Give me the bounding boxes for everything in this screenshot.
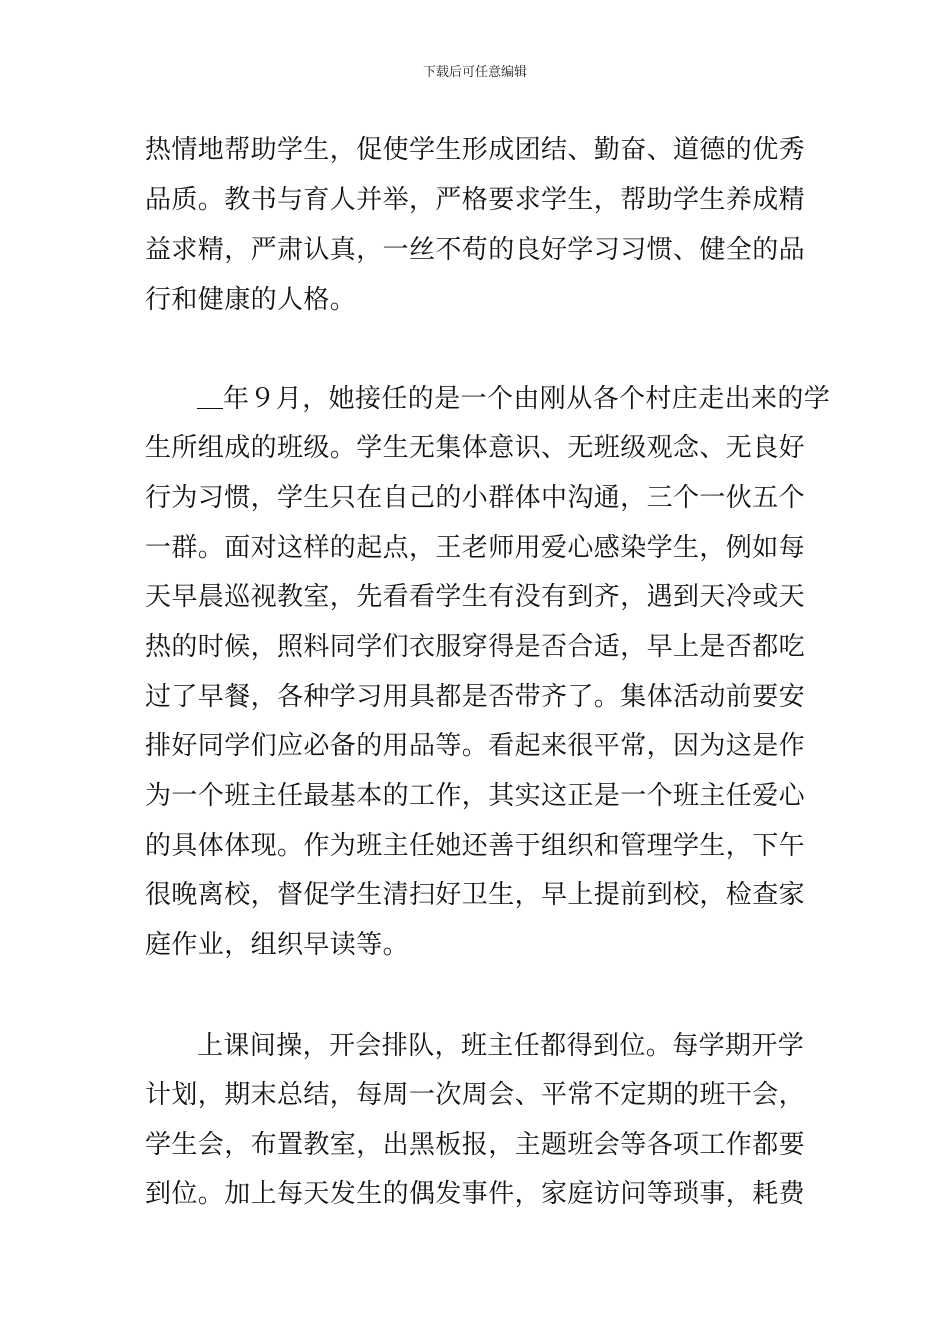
- text-line: 一群。面对这样的起点，王老师用爱心感染学生，例如每: [145, 533, 806, 563]
- text-line: 热的时候，照料同学们衣服穿得是否合适，早上是否都吃: [145, 632, 806, 662]
- text-line: 到位。加上每天发生的偶发事件，家庭访问等琐事，耗费: [145, 1179, 806, 1209]
- text-line-first-rest: 年９月，她接任的是一个由刚从各个村庄走出来的学: [223, 384, 831, 414]
- page-header-note: 下载后可任意编辑: [422, 65, 527, 80]
- text-line: 为一个班主任最基本的工作，其实这正是一个班主任爱心: [145, 781, 806, 811]
- blank-underline: [197, 378, 223, 409]
- text-line: 很晚离校，督促学生清扫好卫生，早上提前到校，检查家: [145, 880, 806, 910]
- text-line: 行和健康的人格。: [145, 285, 357, 315]
- text-line: 庭作业，组织早读等。: [145, 930, 410, 960]
- text-line: 益求精，严肃认真，一丝不苟的良好学习习惯、健全的品: [145, 235, 806, 265]
- text-line: 天早晨巡视教室，先看看学生有没有到齐，遇到天冷或天: [145, 582, 806, 612]
- text-line: 热情地帮助学生，促使学生形成团结、勤奋、道德的优秀: [145, 135, 806, 165]
- text-line: 的具体体现。作为班主任她还善于组织和管理学生，下午: [145, 831, 806, 861]
- text-line-first: [197, 378, 830, 418]
- text-line: 品质。教书与育人并举，严格要求学生，帮助学生养成精: [145, 185, 806, 215]
- text-line: 学生会，布置教室，出黑板报，主题班会等各项工作都要: [145, 1130, 806, 1160]
- text-line: 生所组成的班级。学生无集体意识、无班级观念、无良好: [145, 433, 806, 463]
- text-line: 计划，期末总结，每周一次周会、平常不定期的班干会，: [145, 1080, 806, 1110]
- text-line: 排好同学们应必备的用品等。看起来很平常，因为这是作: [145, 731, 806, 761]
- text-line: 过了早餐，各种学习用具都是否带齐了。集体活动前要安: [145, 682, 806, 712]
- text-line: 上课间操，开会排队，班主任都得到位。每学期开学: [197, 1031, 805, 1061]
- text-line: 行为习惯，学生只在自己的小群体中沟通，三个一伙五个: [145, 483, 806, 513]
